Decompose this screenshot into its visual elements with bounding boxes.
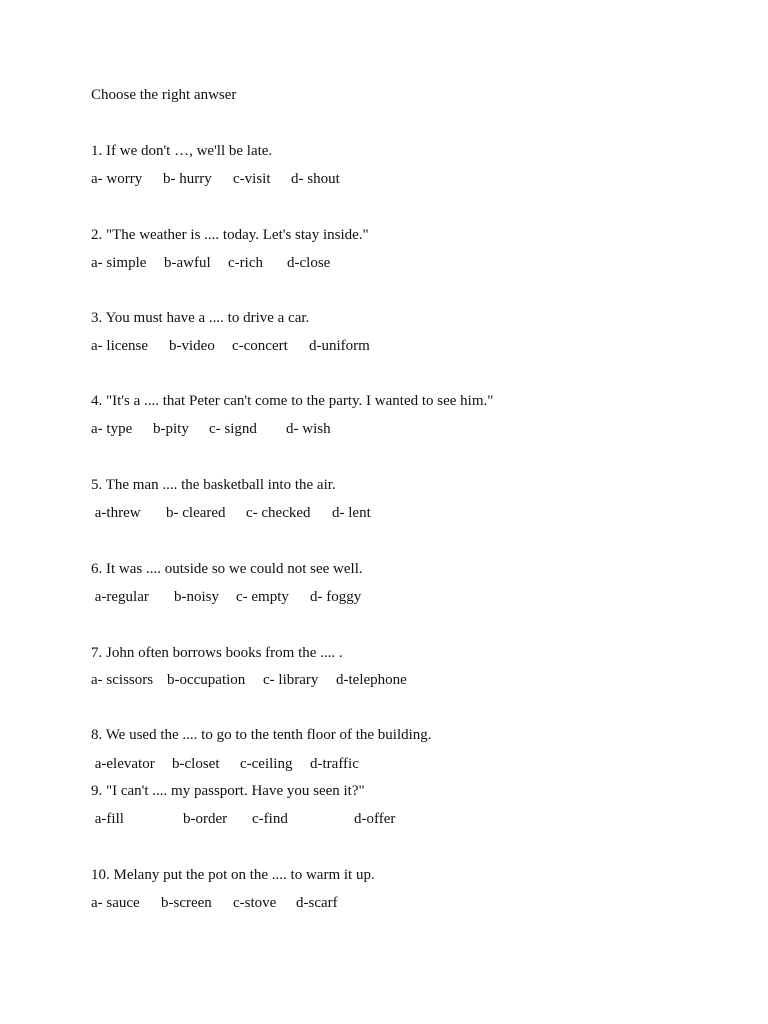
question-3-text: 3. You must have a .... to drive a car. bbox=[91, 310, 310, 326]
option-c: c-visit bbox=[233, 171, 271, 187]
question-4-text: 4. "It's a .... that Peter can't come to the party. I wanted to see him." bbox=[91, 393, 494, 409]
option-a: a- license bbox=[91, 338, 149, 354]
option-b: b-closet bbox=[172, 756, 220, 772]
option-c: c-rich bbox=[228, 255, 263, 271]
option-a: a- type bbox=[91, 421, 133, 437]
option-c: c-stove bbox=[233, 895, 277, 911]
question-6-text: 6. It was .... outside so we could not see well. bbox=[91, 561, 363, 577]
option-b: b-order bbox=[183, 811, 228, 827]
question-1-text: 1. If we don't …, we'll be late. bbox=[91, 143, 273, 159]
option-a: a- scissors bbox=[91, 672, 154, 688]
question-10-options bbox=[91, 894, 338, 1002]
option-d: d-traffic bbox=[310, 756, 359, 772]
option-c: c-concert bbox=[232, 338, 288, 354]
option-a: a-fill bbox=[91, 811, 124, 827]
option-d: d-uniform bbox=[309, 338, 370, 354]
option-b: b-screen bbox=[161, 895, 212, 911]
question-8-text: 8. We used the .... to go to the tenth floor of the building. bbox=[91, 727, 432, 743]
option-a: a-elevator bbox=[91, 756, 155, 772]
option-c: c-find bbox=[252, 811, 288, 827]
option-b: b-noisy bbox=[174, 589, 219, 605]
option-d: d- shout bbox=[291, 171, 340, 187]
option-d: d- wish bbox=[286, 421, 331, 437]
option-d: d-scarf bbox=[296, 895, 338, 911]
option-a: a-regular bbox=[91, 589, 149, 605]
option-b: b-awful bbox=[164, 255, 211, 271]
option-a: a- simple bbox=[91, 255, 147, 271]
option-c: c- empty bbox=[236, 589, 289, 605]
option-b: b- cleared bbox=[166, 505, 226, 521]
option-a: a- worry bbox=[91, 171, 143, 187]
option-c: c- signd bbox=[209, 421, 257, 437]
option-b: b- hurry bbox=[163, 171, 212, 187]
option-d: d- lent bbox=[332, 505, 371, 521]
option-d: d-close bbox=[287, 255, 331, 271]
question-7-text: 7. John often borrows books from the .... . bbox=[91, 645, 343, 661]
option-a: a- sauce bbox=[91, 895, 140, 911]
option-b: b-video bbox=[169, 338, 215, 354]
option-b: b-occupation bbox=[167, 672, 246, 688]
option-b: b-pity bbox=[153, 421, 189, 437]
question-9-text: 9. "I can't .... my passport. Have you seen it?" bbox=[91, 783, 365, 799]
option-c: c-ceiling bbox=[240, 756, 293, 772]
question-10-text: 10. Melany put the pot on the .... to warm it up. bbox=[91, 867, 375, 883]
option-d: d-telephone bbox=[336, 672, 407, 688]
option-a: a-threw bbox=[91, 505, 141, 521]
question-5-text: 5. The man .... the basketball into the air. bbox=[91, 477, 336, 493]
question-2-text: 2. "The weather is .... today. Let's stay inside." bbox=[91, 227, 369, 243]
option-c: c- checked bbox=[246, 505, 311, 521]
page-title: Choose the right anwser bbox=[91, 87, 237, 103]
option-d: d-offer bbox=[354, 811, 396, 827]
option-d: d- foggy bbox=[310, 589, 362, 605]
option-c: c- library bbox=[263, 672, 319, 688]
